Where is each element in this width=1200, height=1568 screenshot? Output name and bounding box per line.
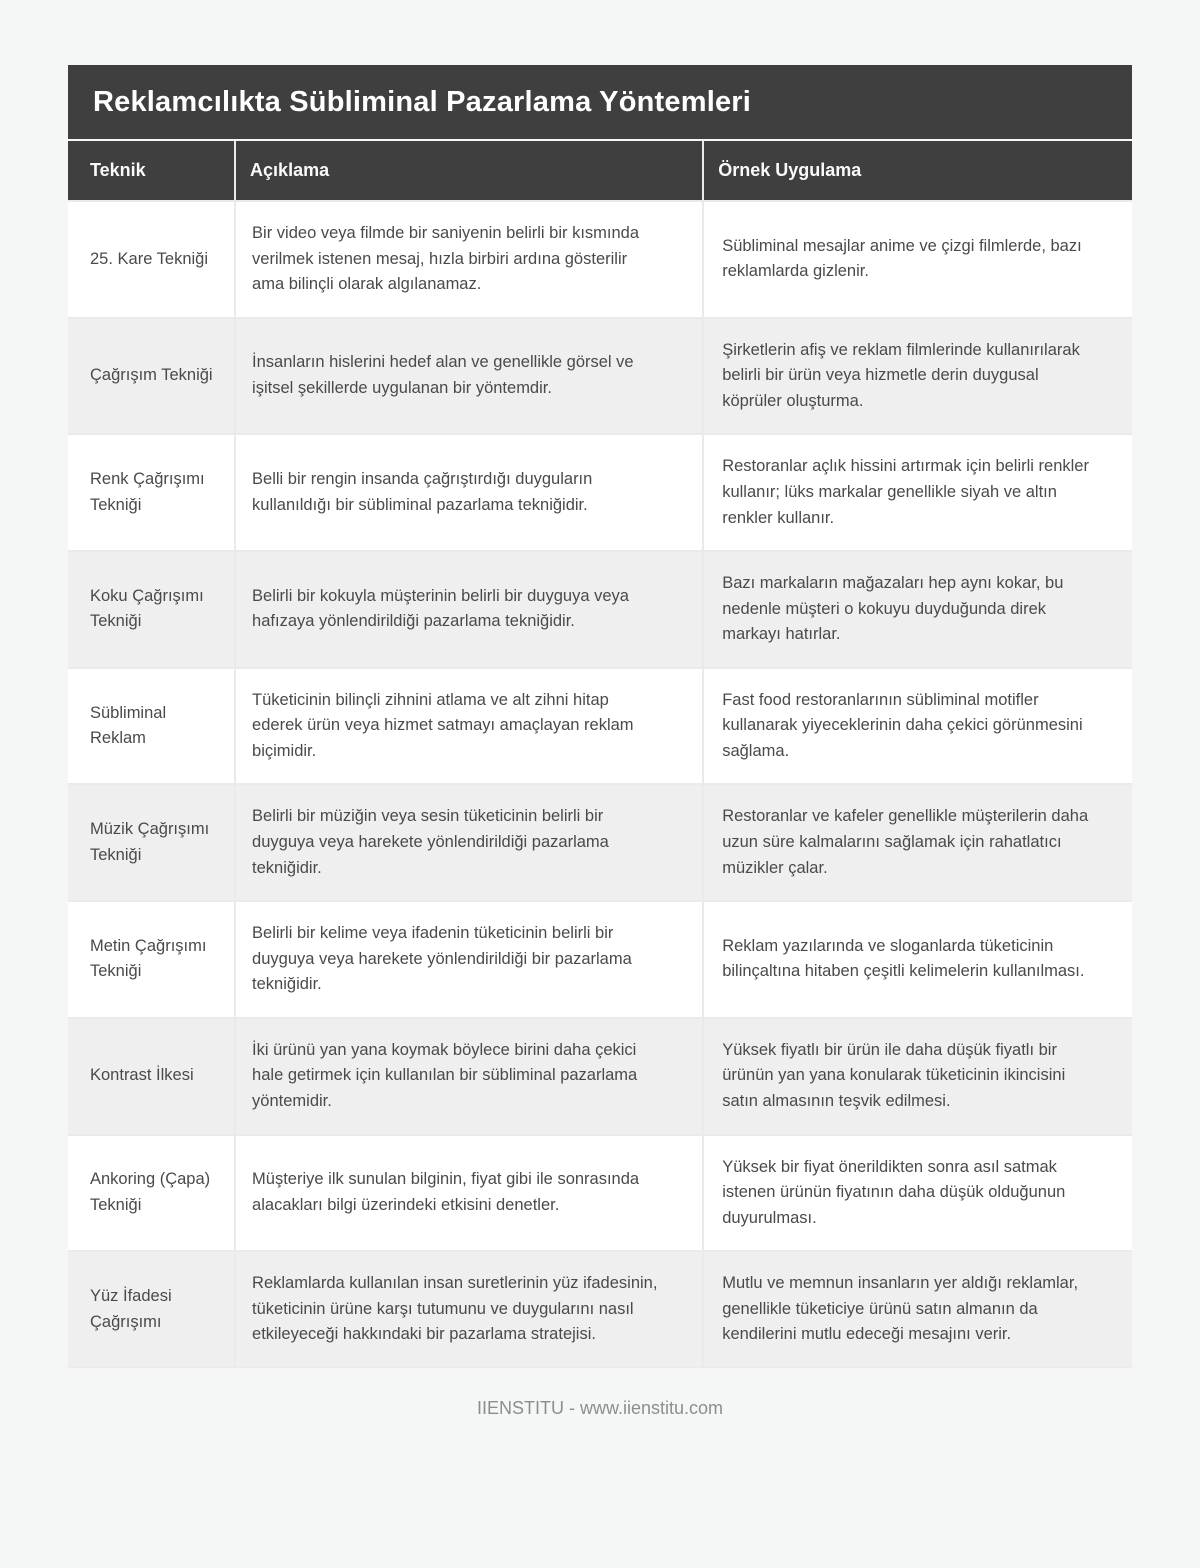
cell-ornek-uygulama: Mutlu ve memnun insanların yer aldığı reklamlar, genellikle tüketiciye ürünü satın almanın da kendilerini mutlu edeceği mesajını verir. — [703, 1251, 1132, 1367]
table-row — [68, 1135, 1132, 1252]
cell-ornek-uygulama: Restoranlar açlık hissini artırmak için belirli renkler kullanır; lüks markalar genellikle siyah ve altın renkler kullanır. — [703, 434, 1132, 551]
table-row — [68, 784, 1132, 901]
cell-ornek-uygulama: Restoranlar ve kafeler genellikle müşterilerin daha uzun süre kalmalarını sağlamak için rahatlatıcı müzikler çalar. — [703, 784, 1132, 901]
table-row — [68, 901, 1132, 1018]
cell-aciklama: Reklamlarda kullanılan insan suretlerinin yüz ifadesinin, tüketicinin ürüne karşı tutumunu ve duygularını nasıl etkileyeceği hakkındaki bir pazarlama stratejisi. — [235, 1251, 703, 1367]
cell-aciklama: Müşteriye ilk sunulan bilginin, fiyat gibi ile sonrasında alacakları bilgi üzerindeki etkisini denetler. — [235, 1135, 703, 1252]
table-row — [68, 551, 1132, 668]
cell-ornek-uygulama: Sübliminal mesajlar anime ve çizgi filmlerde, bazı reklamlarda gizlenir. — [703, 201, 1132, 318]
subliminal-methods-table — [68, 141, 1132, 1368]
cell-ornek-uygulama: Bazı markaların mağazaları hep aynı kokar, bu nedenle müşteri o kokuyu duyduğunda direk markayı hatırlar. — [703, 551, 1132, 668]
page-title: Reklamcılıkta Sübliminal Pazarlama Yöntemleri — [68, 65, 1132, 139]
cell-ornek-uygulama: Yüksek bir fiyat önerildikten sonra asıl satmak istenen ürünün fiyatının daha düşük olduğunun duyurulması. — [703, 1135, 1132, 1252]
cell-ornek-uygulama: Şirketlerin afiş ve reklam filmlerinde kullanırılarak belirli bir ürün veya hizmetle derin duygusal köprüler oluşturma. — [703, 318, 1132, 435]
cell-ornek-uygulama: Yüksek fiyatlı bir ürün ile daha düşük fiyatlı bir ürünün yan yana konularak tüketicinin ikincisini satın almasının teşvik edilmesi. — [703, 1018, 1132, 1135]
cell-ornek-uygulama: Fast food restoranlarının sübliminal motifler kullanarak yiyeceklerinin daha çekici görünmesini sağlama. — [703, 668, 1132, 785]
cell-aciklama: İnsanların hislerini hedef alan ve genellikle görsel ve işitsel şekillerde uygulanan bir yöntemdir. — [235, 318, 703, 435]
cell-ornek-uygulama: Reklam yazılarında ve sloganlarda tüketicinin bilinçaltına hitaben çeşitli kelimelerin kullanılması. — [703, 901, 1132, 1018]
table-header — [68, 141, 1132, 201]
cell-aciklama: İki ürünü yan yana koymak böylece birini daha çekici hale getirmek için kullanılan bir sübliminal pazarlama yöntemidir. — [235, 1018, 703, 1135]
table-row — [68, 1251, 1132, 1367]
cell-aciklama: Belirli bir kokuyla müşterinin belirli bir duyguya veya hafızaya yönlendirildiği pazarlama tekniğidir. — [235, 551, 703, 668]
column-header-aciklama: Açıklama — [235, 141, 703, 201]
cell-teknik: Müzik Çağrışımı Tekniği — [68, 784, 235, 901]
table-body — [68, 201, 1132, 1367]
cell-teknik: Ankoring (Çapa) Tekniği — [68, 1135, 235, 1252]
cell-aciklama: Bir video veya filmde bir saniyenin belirli bir kısmında verilmek istenen mesaj, hızla birbiri ardına gösterilir ama bilinçli olarak algılanamaz. — [235, 201, 703, 318]
footer-branding: IIENSTITU - www.iienstitu.com — [476, 1397, 724, 1418]
cell-teknik: Çağrışım Tekniği — [68, 318, 235, 435]
table-row — [68, 434, 1132, 551]
cell-aciklama: Belli bir rengin insanda çağrıştırdığı duyguların kullanıldığı bir sübliminal pazarlama tekniğidir. — [235, 434, 703, 551]
table-row — [68, 1018, 1132, 1135]
document-sheet — [68, 0, 1132, 1459]
column-header-teknik: Teknik — [68, 141, 235, 201]
cell-teknik: Renk Çağrışımı Tekniği — [68, 434, 235, 551]
cell-aciklama: Belirli bir müziğin veya sesin tüketicinin belirli bir duyguya veya harekete yönlendirildiği pazarlama tekniğidir. — [235, 784, 703, 901]
cell-teknik: Sübliminal Reklam — [68, 668, 235, 785]
cell-teknik: Koku Çağrışımı Tekniği — [68, 551, 235, 668]
table-row — [68, 201, 1132, 318]
cell-aciklama: Belirli bir kelime veya ifadenin tüketicinin belirli bir duyguya veya harekete yönlendirildiği bir pazarlama tekniğidir. — [235, 901, 703, 1018]
cell-teknik: Kontrast İlkesi — [68, 1018, 235, 1135]
table-row — [68, 668, 1132, 785]
cell-teknik: Metin Çağrışımı Tekniği — [68, 901, 235, 1018]
table-row — [68, 318, 1132, 435]
column-header-ornek-uygulama: Örnek Uygulama — [703, 141, 1132, 201]
cell-teknik: 25. Kare Tekniği — [68, 201, 235, 318]
cell-teknik: Yüz İfadesi Çağrışımı — [68, 1251, 235, 1367]
cell-aciklama: Tüketicinin bilinçli zihnini atlama ve alt zihni hitap ederek ürün veya hizmet satmayı amaçlayan reklam biçimidir. — [235, 668, 703, 785]
